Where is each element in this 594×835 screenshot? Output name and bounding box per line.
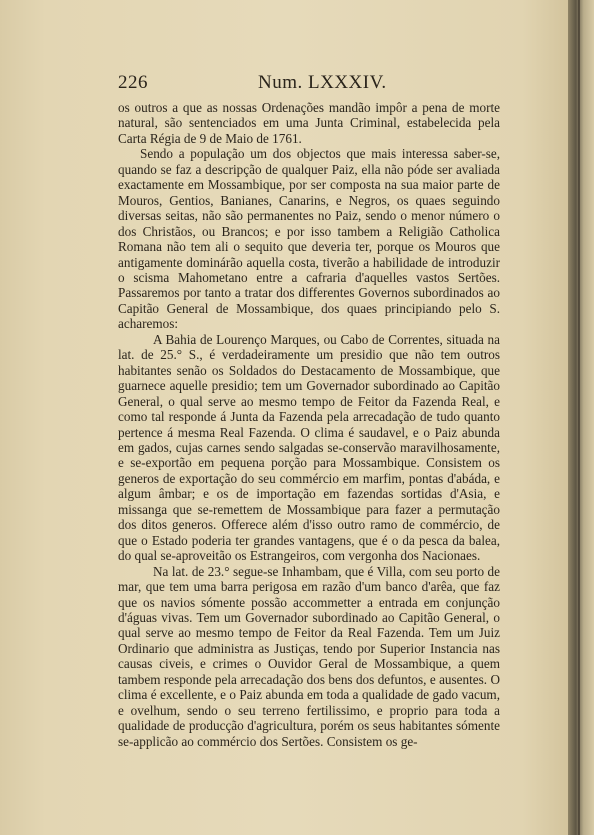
page-header	[118, 72, 508, 96]
paragraph-4: Na lat. de 23.° segue-se Inhambam, que é Villa, com seu porto de mar, que tem uma barra perigosa em razão d'um banco d'arêa, que faz que os navios sómente possão accommetter a entrada em conjunção d'águas vivas. Tem um Governador subordinado ao Capitão General, o qual serve ao mesmo tempo de Feitor da Real Fazenda. Tem um Juiz Ordinario que administra as Justiças, tendo por Superior Instancia nas causas civeis, e crimes o Ouvidor Geral de Mossambique, a quem tambem responde pela arrecadação dos bens dos defuntos, e ausentes. O clima é excellente, e o Paiz abunda em toda a qualidade de gado vacum, e ovelhum, sendo o seu terreno fertilissimo, e proprio para toda a qualidade de producção d'agricultura, porém os seus habitantes sómente se-applicão ao commércio dos Sertões. Consistem os ge-	[118, 563, 500, 749]
binding-edge	[578, 0, 580, 835]
binding-gutter	[568, 0, 594, 835]
running-title: Num. LXXXIV.	[258, 72, 387, 93]
body-text	[118, 100, 500, 749]
paragraph-3: A Bahia de Lourenço Marques, ou Cabo de Correntes, situada na lat. de 25.° S., é verdadeiramente um presidio que não tem outros habitantes senão os Soldados do Destacamento de Mossambique, que guarnece aquelle presidio; tem um Governador subordinado ao Capitão General, o qual serve ao mesmo tempo de Feitor da Fazenda Real, e como tal responde á Junta da Fazenda pela arrecadação de tudo quanto pertence á mesma Real Fazenda. O clima é saudavel, e o Paiz abunda em gados, cujas carnes sendo salgadas se-conservão maravilhosamente, e se-exportão em pequena porção para Mossambique. Consistem os generos de exportação do seu commércio em marfim, pontas d'abáda, e algum âmbar; e os de importação em fazendas sortidas d'Asia, e missanga que se-remettem de Mossambique para fazer a permutação dos ditos generos. Offerece além d'isso outro ramo de commércio, de que o Estado poderia ter grandes vantagens, que é o da pesca da balea, do qual se-aproveitão os Estrangeiros, com vergonha dos Nacionaes.	[118, 331, 500, 564]
paragraph-2: Sendo a população um dos objectos que mais interessa saber-se, quando se faz a descripção de qualquer Paiz, ella não póde ser avaliada exactamente em Mossambique, por ser composta na sua maior parte de Mouros, Gentios, Banianes, Canarins, e Negros, os quaes seguindo diversas seitas, não são permanentes no Paiz, sendo o menor número o dos Christãos, ou Brancos; e por isso tambem a Religião Catholica Romana não tem ali o sequito que deveria ter, porque os Mouros que antigamente dominárão aquella costa, tiverão a habilidade de introduzir o scisma Mahometano entre a cafraria d'aquelles vastos Sertões. Passaremos por tanto a tratar dos differentes Governos subordinados ao Capitão General de Mossambique, dos quaes principiando pelo S. acharemos:	[118, 146, 500, 332]
page-number: 226	[118, 72, 148, 93]
paragraph-1: os outros a que as nossas Ordenações mandão impôr a pena de morte natural, são sentenciados em uma Junta Criminal, estabelecida pela Carta Régia de 9 de Maio de 1761.	[118, 100, 500, 146]
